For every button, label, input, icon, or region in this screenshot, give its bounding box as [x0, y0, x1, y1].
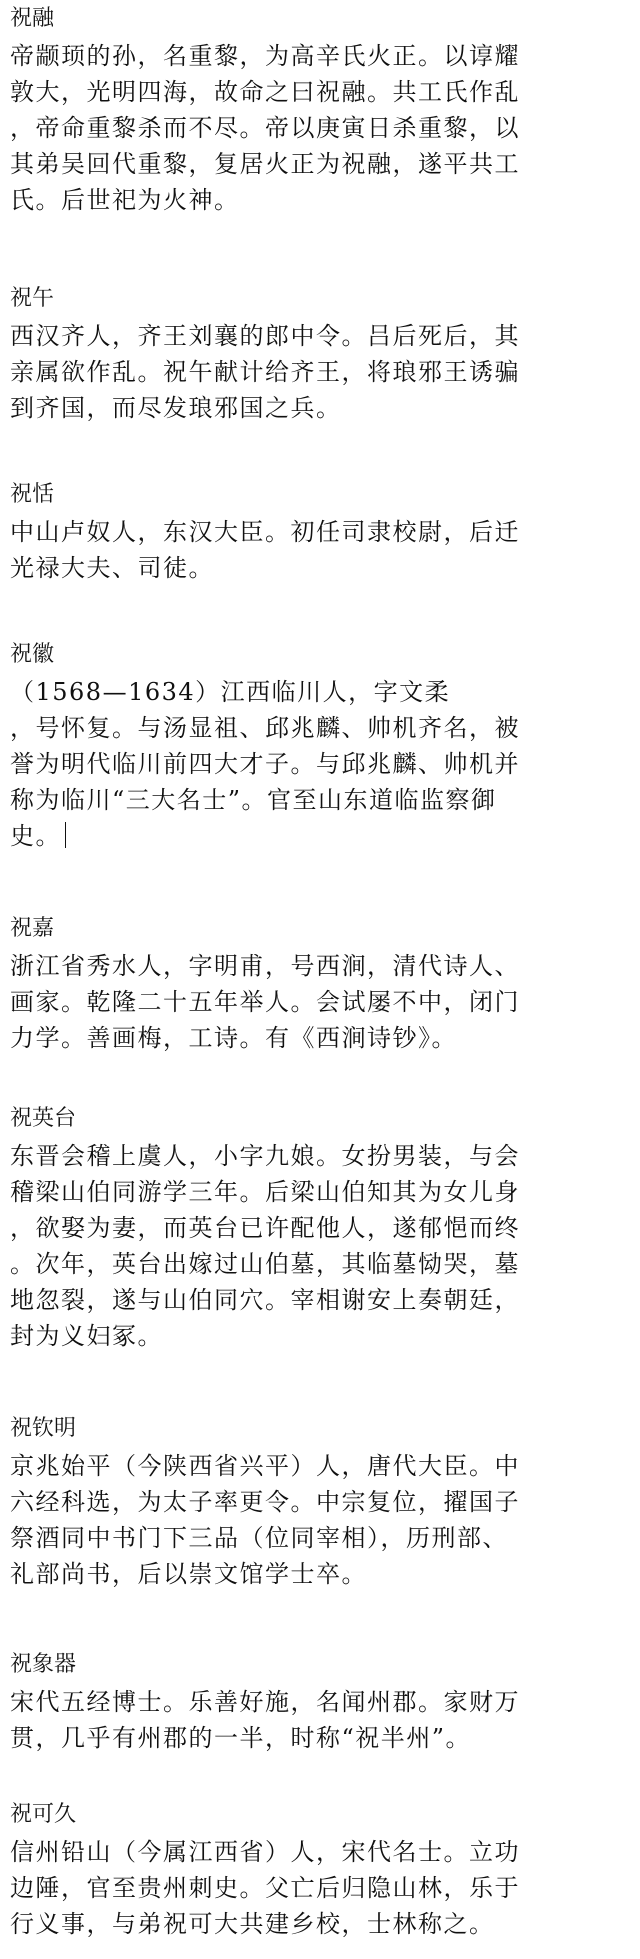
entry-name: 祝融	[10, 6, 55, 31]
entry-zhu-rong	[10, 4, 520, 218]
entry-zhu-kejiu	[10, 1800, 520, 1942]
entry-text	[10, 674, 520, 854]
entry-name: 祝午	[10, 286, 55, 311]
text-cursor	[65, 822, 66, 848]
entry-name: 祝象器	[10, 1652, 77, 1677]
text-line: 礼部尚书，后以崇文馆学士卒。	[10, 1560, 367, 1588]
entry-zhu-qinming	[10, 1414, 520, 1592]
text-line: 行义事，与弟祝可大共建乡校，士林称之。	[10, 1910, 495, 1938]
text-line: 氏。后世祀为火神。	[10, 186, 240, 214]
text-line: 光禄大夫、司徒。	[10, 554, 214, 582]
entry-zhu-jia	[10, 914, 520, 1056]
text-line: 地忽裂，遂与山伯同穴。宰相谢安上奏朝廷，	[10, 1286, 520, 1314]
entry-text	[10, 1138, 520, 1354]
entry-name: 祝恬	[10, 482, 55, 507]
text-line: 稽梁山伯同游学三年。后梁山伯知其为女儿身	[10, 1178, 520, 1206]
text-line: 。次年，英台出嫁过山伯墓，其临墓恸哭，墓	[10, 1250, 520, 1278]
text-line: 六经科选，为太子率更令。中宗复位，擢国子	[10, 1488, 520, 1516]
text-line: 中山卢奴人，东汉大臣。初任司隶校尉，后迁	[10, 518, 520, 546]
text-line: 誉为明代临川前四大才子。与邱兆麟、帅机并	[10, 750, 520, 778]
text-line: 京兆始平（今陕西省兴平）人，唐代大臣。中	[10, 1452, 520, 1480]
text-line: 帝颛顼的孙，名重黎，为高辛氏火正。以谆耀	[10, 42, 520, 70]
text-line: 亲属欲作乱。祝午献计给齐王，将琅邪王诱骗	[10, 358, 520, 386]
entry-zhu-hui	[10, 640, 520, 854]
entry-text	[10, 1684, 520, 1756]
text-line: ，帝命重黎杀而不尽。帝以庚寅日杀重黎，以	[10, 114, 520, 142]
text-line: 浙江省秀水人，字明甫，号西涧，清代诗人、	[10, 952, 520, 980]
text-line-with-cursor	[10, 818, 520, 854]
entry-name: 祝钦明	[10, 1416, 77, 1441]
entry-text	[10, 514, 520, 586]
entry-zhu-tian	[10, 480, 520, 586]
text-line: ，号怀复。与汤显祖、邱兆麟、帅机齐名，被	[10, 714, 520, 742]
text-line: 信州铅山（今属江西省）人，宋代名士。立功	[10, 1838, 520, 1866]
text-line: 称为临川“三大名士”。官至山东道临监察御	[10, 786, 497, 814]
text-line: （1568—1634）江西临川人，字文柔	[10, 678, 451, 706]
text-line: 宋代五经博士。乐善好施，名闻州郡。家财万	[10, 1688, 520, 1716]
entry-name: 祝嘉	[10, 916, 55, 941]
text-line: 画家。乾隆二十五年举人。会试屡不中，闭门	[10, 988, 520, 1016]
entry-zhu-yingtai	[10, 1104, 520, 1354]
entry-text	[10, 318, 520, 426]
entry-text	[10, 38, 520, 218]
text-line: 敦大，光明四海，故命之曰祝融。共工氏作乱	[10, 78, 520, 106]
text-line: 东晋会稽上虞人，小字九娘。女扮男装，与会	[10, 1142, 520, 1170]
text-line: 史。	[10, 822, 61, 850]
entry-zhu-wu	[10, 284, 520, 426]
entry-text	[10, 1448, 520, 1592]
entry-name: 祝英台	[10, 1106, 77, 1131]
text-line: 其弟吴回代重黎，复居火正为祝融，遂平共工	[10, 150, 520, 178]
text-line: 祭酒同中书门下三品（位同宰相），历刑部、	[10, 1524, 508, 1552]
entry-zhu-xiangqi	[10, 1650, 520, 1756]
text-line: 到齐国，而尽发琅邪国之兵。	[10, 394, 342, 422]
entry-name: 祝可久	[10, 1802, 77, 1827]
text-line: 力学。善画梅，工诗。有《西涧诗钞》。	[10, 1024, 457, 1052]
text-line: 西汉齐人，齐王刘襄的郎中令。吕后死后，其	[10, 322, 520, 350]
text-line: ，欲娶为妻，而英台已许配他人，遂郁悒而终	[10, 1214, 520, 1242]
entry-text	[10, 948, 520, 1056]
entry-text	[10, 1834, 520, 1942]
text-line: 封为义妇冢。	[10, 1322, 163, 1350]
text-line: 贯，几乎有州郡的一半，时称“祝半州”。	[10, 1724, 472, 1752]
text-line: 边陲，官至贵州刺史。父亡后归隐山林，乐于	[10, 1874, 520, 1902]
entry-name: 祝徽	[10, 642, 55, 667]
